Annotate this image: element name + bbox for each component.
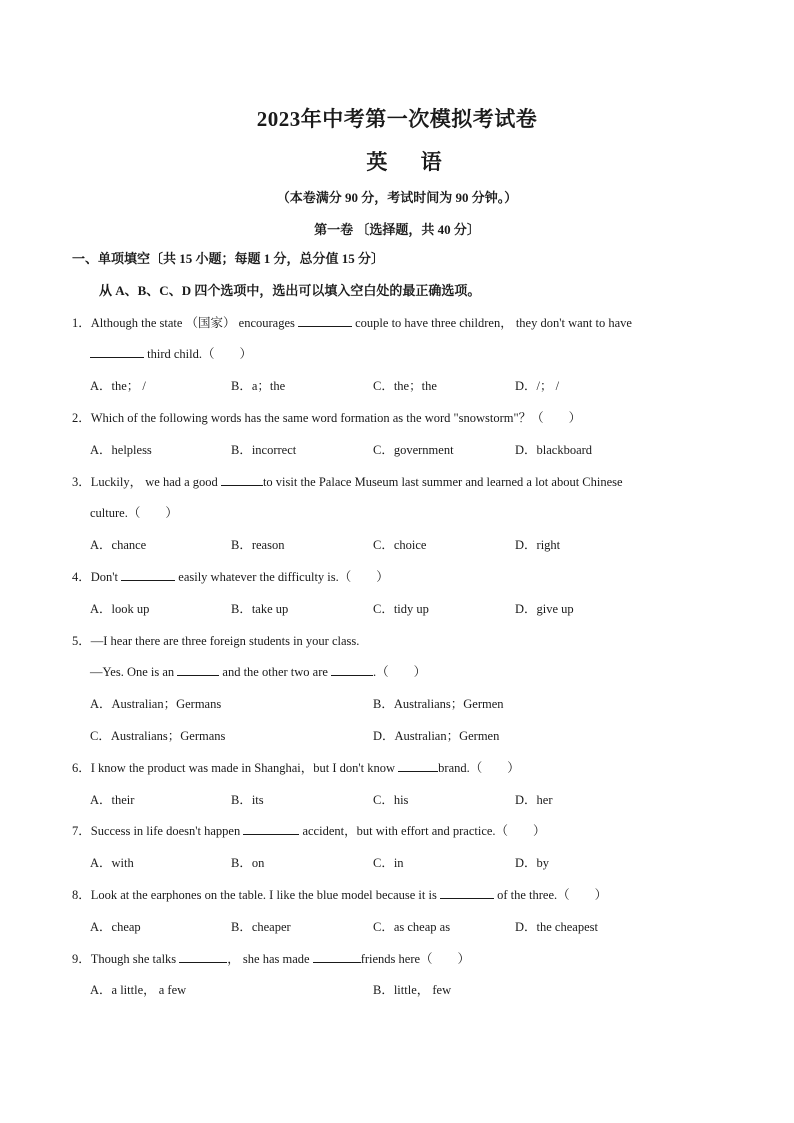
question-8: 8．Look at the earphones on the table. I like the blue model because it is of the three.（ ）	[72, 888, 608, 902]
option-b[interactable]: B．cheaper	[231, 920, 291, 934]
answer-blank[interactable]	[243, 823, 299, 835]
answer-blank[interactable]	[298, 315, 352, 327]
question-1: 1．Although the state （国家） encourages couple to have three children， they don't want to have	[72, 316, 632, 330]
question-2: 2．Which of the following words has the same word formation as the word "snowstorm"？（ ）	[72, 411, 582, 425]
subject-title: 英 语	[366, 150, 456, 174]
option-a[interactable]: A．the； /	[90, 379, 146, 393]
option-c[interactable]: C．choice	[373, 538, 427, 552]
option-a[interactable]: A．Australian；Germans	[90, 697, 222, 711]
option-d[interactable]: D．give up	[515, 602, 574, 616]
answer-blank[interactable]	[398, 760, 438, 772]
option-b[interactable]: B．incorrect	[231, 443, 297, 457]
option-d[interactable]: D．/； /	[515, 379, 560, 393]
answer-blank[interactable]	[221, 474, 263, 486]
option-a[interactable]: A．a little， a few	[90, 983, 187, 997]
option-a[interactable]: A．their	[90, 793, 135, 807]
option-c[interactable]: C．in	[373, 856, 404, 870]
option-d[interactable]: D．blackboard	[515, 443, 593, 457]
answer-blank[interactable]	[179, 951, 227, 963]
option-d[interactable]: D．right	[515, 538, 561, 552]
option-b[interactable]: B．little， few	[373, 983, 452, 997]
question-5-continued: —Yes. One is an and the other two are .（ ）	[90, 665, 427, 679]
option-b[interactable]: B．on	[231, 856, 265, 870]
answer-blank[interactable]	[121, 569, 175, 581]
option-c[interactable]: C．tidy up	[373, 602, 429, 616]
option-d[interactable]: D．by	[515, 856, 550, 870]
question-9: 9．Though she talks ， she has made friends here（ ）	[72, 952, 471, 966]
question-3-continued: culture.（ ）	[90, 506, 178, 520]
question-1-continued: third child.（ ）	[90, 346, 252, 362]
option-c[interactable]: C．as cheap as	[373, 920, 451, 934]
section-heading: 一、单项填空〔共 15 小题；每题 1 分，总分值 15 分〕	[72, 251, 385, 266]
exam-note: （本卷满分 90 分，考试时间为 90 分钟。）	[276, 190, 518, 205]
option-b[interactable]: B．reason	[231, 538, 285, 552]
option-a[interactable]: A．helpless	[90, 443, 152, 457]
question-5: 5．—I hear there are three foreign students in your class.	[72, 634, 360, 648]
option-a[interactable]: A．chance	[90, 538, 147, 552]
option-b[interactable]: B．Australians；Germen	[373, 697, 504, 711]
option-c[interactable]: C．his	[373, 793, 409, 807]
question-3: 3．Luckily， we had a good to visit the Palace Museum last summer and learned a lot about Chinese	[72, 475, 623, 489]
exam-title: 2023年中考第一次模拟考试卷	[256, 107, 538, 131]
option-a[interactable]: A．look up	[90, 602, 150, 616]
answer-blank[interactable]	[331, 664, 373, 676]
answer-blank[interactable]	[90, 346, 144, 358]
option-b[interactable]: B．take up	[231, 602, 289, 616]
option-d[interactable]: D．her	[515, 793, 553, 807]
option-b[interactable]: B．a；the	[231, 379, 286, 393]
volume-title: 第一卷 〔选择题，共 40 分〕	[314, 222, 480, 237]
question-4: 4．Don't easily whatever the difficulty is.（ ）	[72, 570, 389, 584]
option-a[interactable]: A．cheap	[90, 920, 141, 934]
option-c[interactable]: C．the；the	[373, 379, 437, 393]
option-a[interactable]: A．with	[90, 856, 134, 870]
question-7: 7．Success in life doesn't happen accident，but with effort and practice.（ ）	[72, 824, 546, 838]
option-b[interactable]: B．its	[231, 793, 264, 807]
option-c[interactable]: C．Australians；Germans	[90, 729, 226, 743]
option-d[interactable]: D．Australian；Germen	[373, 729, 500, 743]
option-c[interactable]: C．government	[373, 443, 454, 457]
answer-blank[interactable]	[313, 951, 361, 963]
answer-blank[interactable]	[440, 887, 494, 899]
option-d[interactable]: D．the cheapest	[515, 920, 598, 934]
answer-blank[interactable]	[177, 664, 219, 676]
section-instruction: 从 A、B、C、D 四个选项中，选出可以填入空白处的最正确选项。	[99, 283, 481, 298]
question-6: 6．I know the product was made in Shanghai，but I don't know brand.（ ）	[72, 761, 520, 775]
